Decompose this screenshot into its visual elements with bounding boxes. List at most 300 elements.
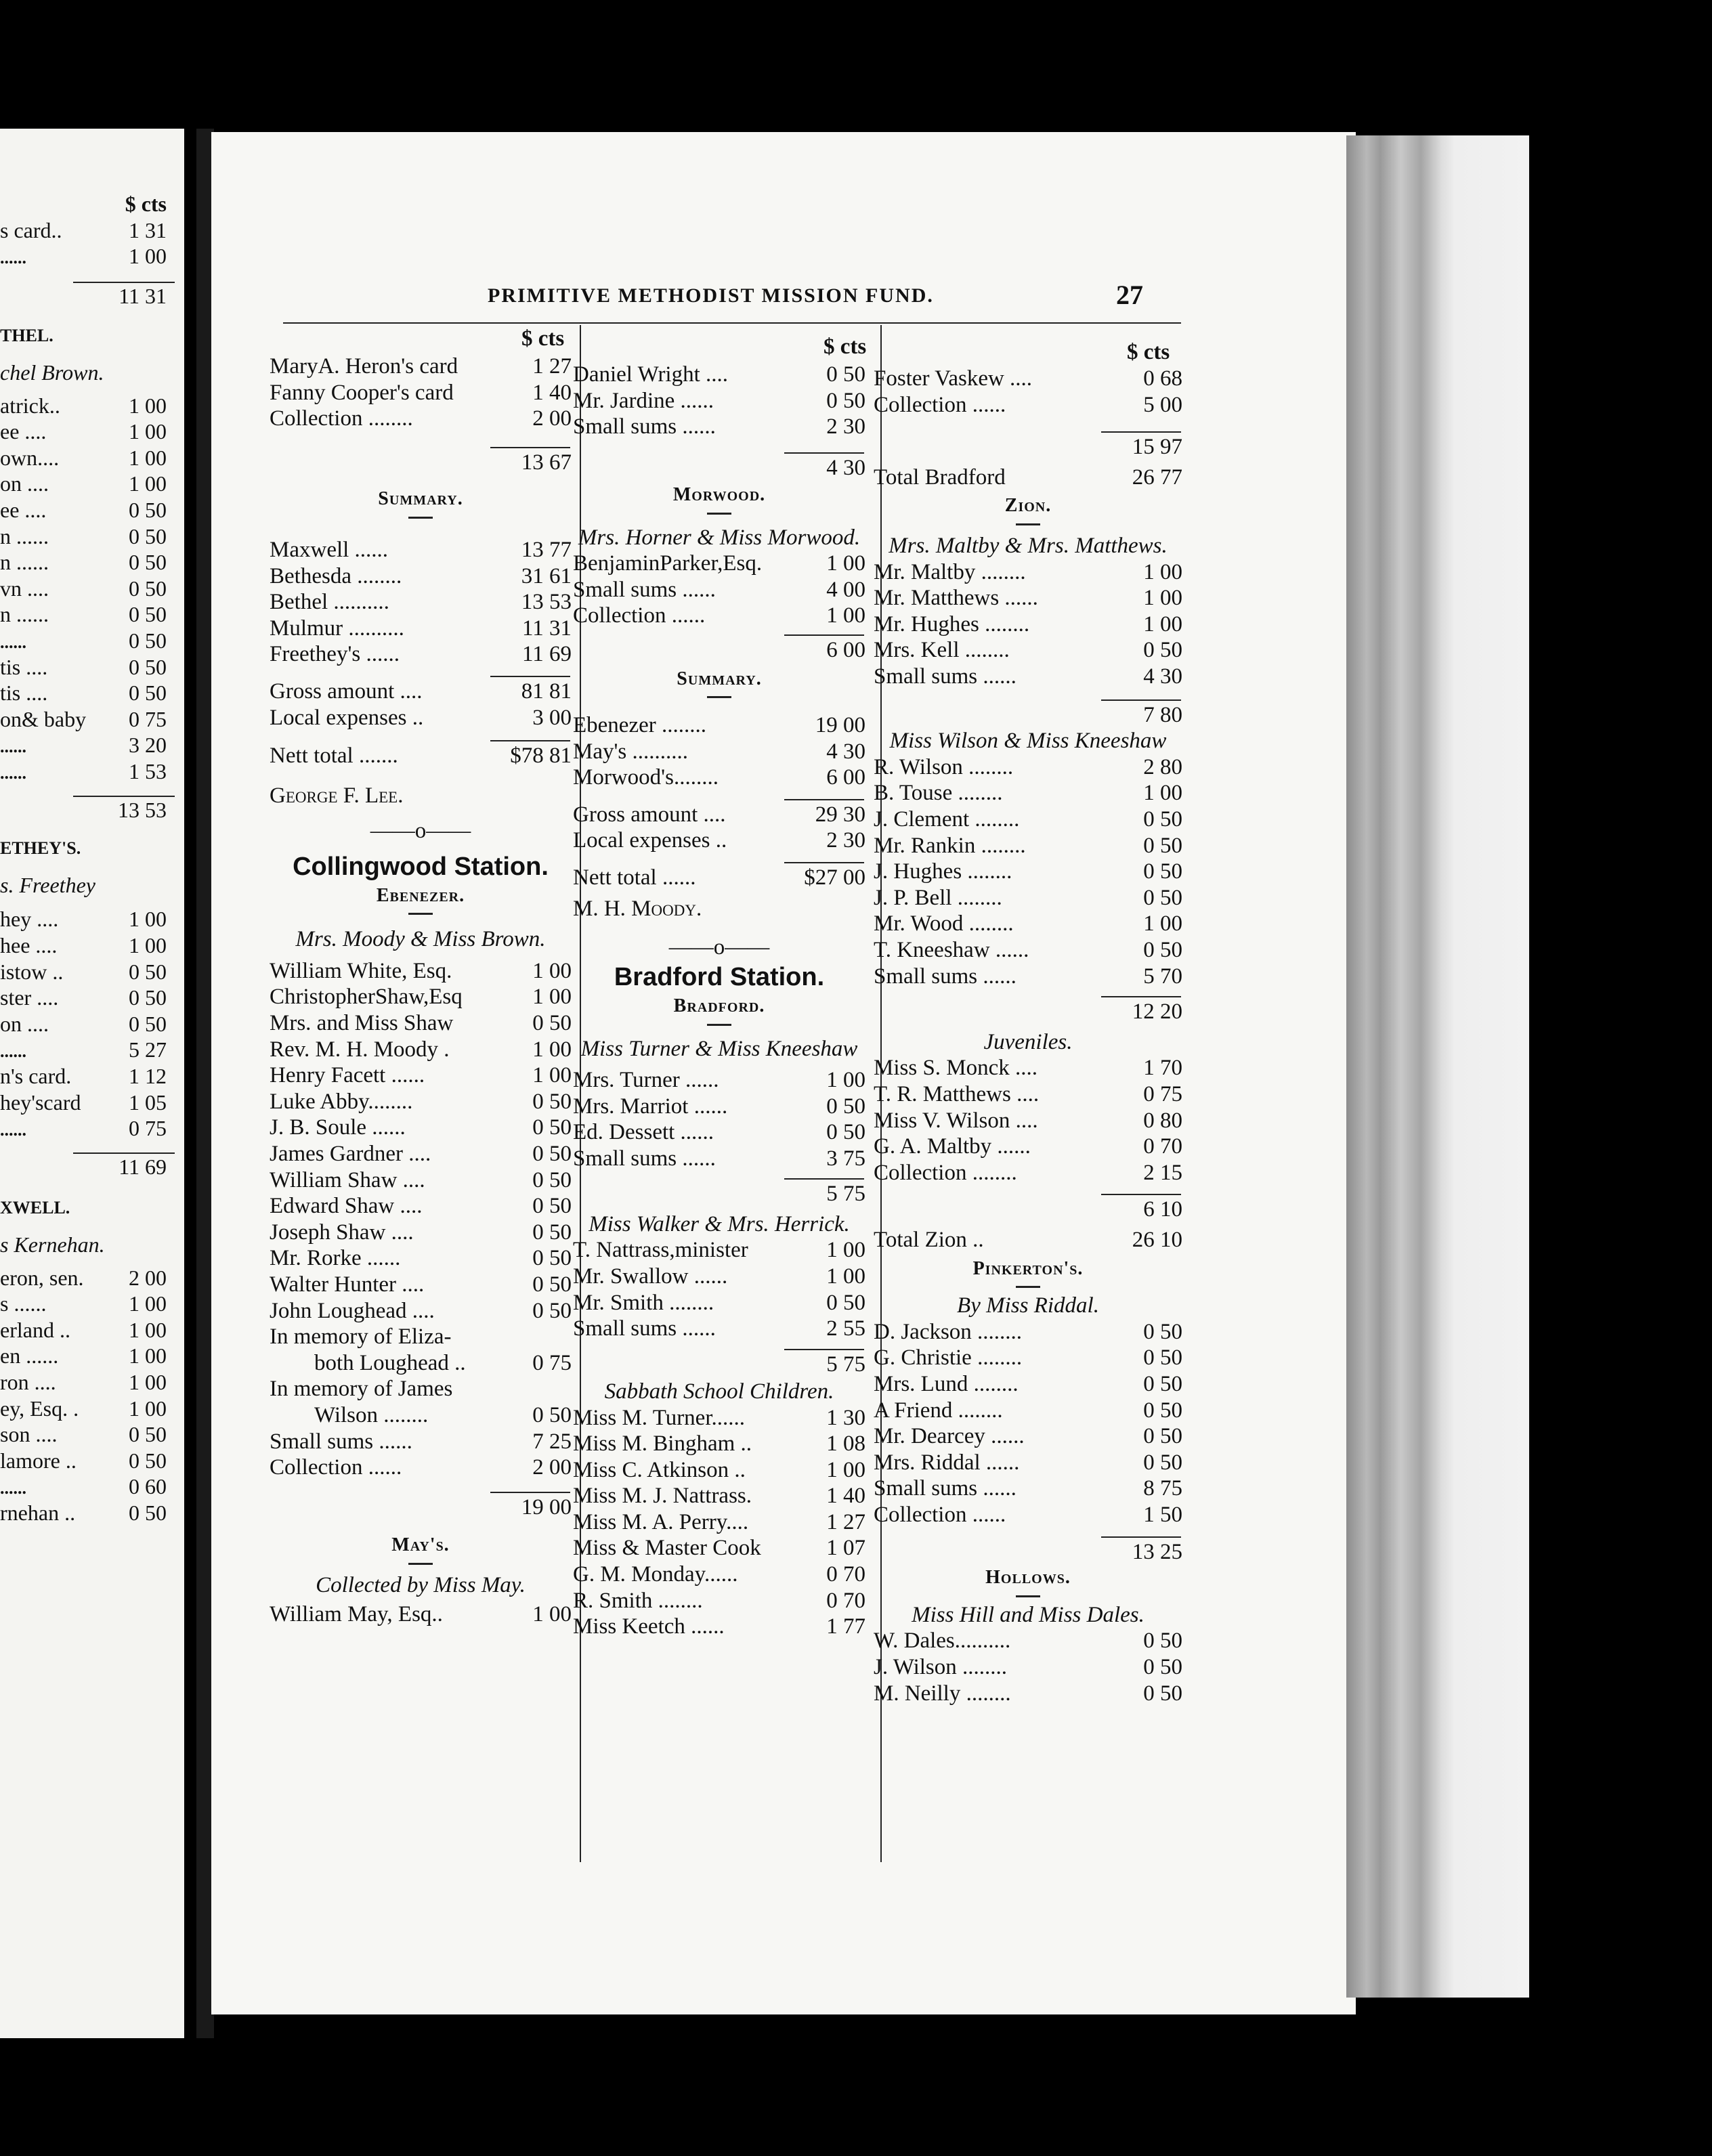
ledger-row: [270, 1601, 572, 1627]
entry-label: Small sums ......: [874, 964, 1016, 989]
entry-amount: 15 97: [1132, 435, 1182, 460]
entry-amount: 0 50: [532, 1115, 572, 1140]
entry-label: B. Touse ........: [874, 781, 1003, 806]
entry-amount: 31 61: [521, 563, 572, 588]
entry-heading: [874, 1256, 1182, 1282]
entry-amount: 1 00: [826, 1264, 865, 1289]
entry-amount: 1 70: [1143, 1056, 1182, 1081]
heading-dash: [707, 696, 731, 698]
entry-label: J. B. Soule ......: [270, 1115, 406, 1140]
entry-label: Daniel Wright ....: [573, 362, 729, 387]
entry-label: Total Zion ..: [874, 1228, 984, 1252]
ledger-row: [874, 637, 1182, 663]
entry-label: Maxwell ......: [270, 538, 389, 562]
entry-label: Miss S. Monck ....: [874, 1056, 1038, 1081]
left-ledger-row: [0, 393, 177, 418]
entry-heading: [573, 482, 865, 508]
heading-dash: [707, 1024, 731, 1026]
page-edges: [1346, 135, 1529, 1998]
left-entry-amount: 1 00: [129, 419, 167, 444]
entry-label: Miss M. Bingham ..: [573, 1431, 752, 1457]
page-number: 27: [1116, 280, 1143, 310]
ledger-row: [573, 1237, 865, 1263]
ledger-row: [874, 1081, 1182, 1107]
left-ledger-row: [0, 1448, 177, 1473]
entry-amount: 19 00: [815, 713, 865, 738]
left-entry-amount: 0 50: [129, 1448, 167, 1473]
ledger-row: [270, 958, 572, 984]
sum-rule: [1101, 431, 1181, 433]
ledger-row: [573, 1181, 865, 1207]
entry-label: Morwood.: [672, 484, 766, 506]
entry-amount: 0 50: [532, 1194, 572, 1219]
entry-amount: 0 68: [1143, 366, 1182, 391]
ledger-row: [874, 1450, 1182, 1475]
entry-amount: 1 00: [1143, 911, 1182, 936]
left-entry-amount: 1 00: [129, 393, 167, 418]
entry-amount: 1 00: [532, 1063, 572, 1088]
ledger-row: [573, 1405, 865, 1431]
entry-amount: 1 00: [1143, 611, 1182, 637]
entry-amount: 0 50: [1143, 1629, 1182, 1654]
entry-amount: 0 50: [1143, 833, 1182, 858]
left-entry-amount: 1 31: [129, 217, 167, 242]
entry-amount: 0 50: [1143, 807, 1182, 832]
left-entry-label: on ....: [0, 1011, 49, 1036]
ledger-row: [874, 1423, 1182, 1449]
ledger-row: [573, 802, 865, 827]
sum-rule: [784, 452, 864, 454]
entry-amount: 2 15: [1143, 1160, 1182, 1185]
ledger-row: [270, 1010, 572, 1036]
entry-amount: 8 75: [1143, 1476, 1182, 1501]
ledger-row: [874, 1227, 1182, 1253]
entry-italic: [573, 525, 865, 551]
entry-label: ——o——: [370, 819, 471, 844]
left-ledger-row: [0, 445, 177, 471]
ledger-row: [573, 637, 865, 663]
entry-amount: 0 50: [1143, 638, 1182, 663]
ledger-row: [270, 616, 572, 641]
entry-amount: 1 00: [826, 551, 865, 576]
entry-label: Miss Hill and Miss Dales.: [912, 1602, 1144, 1627]
left-entry-amount: 0 75: [129, 1116, 167, 1141]
left-entry-label: ron ....: [0, 1370, 56, 1394]
entry-label: Nett total ......: [573, 865, 696, 890]
left-ledger-row: [0, 1500, 177, 1526]
ledger-row: [573, 764, 865, 790]
entry-amount: 1 00: [532, 1037, 572, 1062]
entry-amount: 0 50: [826, 388, 865, 413]
ledger-row: [874, 1345, 1182, 1371]
ledger-row: [874, 1475, 1182, 1501]
left-ledger-row: [0, 418, 177, 444]
sum-rule: [490, 676, 570, 677]
entry-amount: 6 00: [826, 637, 865, 662]
entry-amount: 2 30: [826, 414, 865, 439]
entry-label: Collected by Miss May.: [316, 1573, 526, 1597]
entry-label: J. Wilson ........: [874, 1655, 1008, 1679]
left-entry-label: s. Freethey: [0, 872, 95, 897]
entry-label: Local expenses ..: [573, 828, 727, 853]
heading-dash: [408, 1563, 433, 1565]
ledger-row: [874, 1160, 1182, 1186]
entry-label: Wilson ........: [270, 1403, 429, 1427]
left-entry-label: rnehan ..: [0, 1501, 76, 1525]
left-entry-label: son ....: [0, 1422, 58, 1447]
entry-amount: 0 50: [826, 1094, 865, 1119]
left-entry-amount: 11 69: [119, 1154, 167, 1179]
left-ledger-row: [0, 1473, 177, 1501]
entry-label: Mr. Smith ........: [573, 1290, 714, 1315]
entry-amount: 0 50: [1143, 1319, 1182, 1344]
entry-amount: 2 00: [532, 406, 572, 431]
left-ledger-row: [0, 471, 177, 496]
entry-amount: 0 75: [532, 1350, 572, 1375]
ledger-row: [874, 754, 1182, 780]
entry-label: Mr. Hughes ........: [874, 611, 1030, 637]
ledger-row: [573, 577, 865, 603]
entry-label: Miss M. Turner......: [573, 1405, 745, 1430]
entry-amount: 0 70: [826, 1562, 865, 1587]
entry-heading: [270, 883, 572, 909]
left-entry-label: ee ....: [0, 498, 47, 522]
ledger-row: [270, 984, 572, 1010]
entry-amount: 0 50: [826, 362, 865, 387]
left-entry-amount: 0 50: [129, 498, 167, 522]
sum-rule: [784, 799, 864, 800]
entry-label: T. Kneeshaw ......: [874, 938, 1029, 962]
entry-label: Mr. Rorke ......: [270, 1246, 401, 1271]
entry-label: Henry Facett ......: [270, 1063, 425, 1088]
entry-label: May's.: [391, 1534, 450, 1556]
entry-sign: [573, 896, 865, 922]
ledger-row: [573, 1094, 865, 1119]
entry-label: Freethey's ......: [270, 642, 400, 667]
left-entry-amount: 1 00: [129, 933, 167, 957]
entry-amount: 0 50: [1143, 1450, 1182, 1475]
entry-label: Bradford.: [673, 995, 765, 1016]
ledger-row: [573, 865, 865, 890]
entry-amount: 6 00: [826, 765, 865, 790]
ledger-row: [874, 937, 1182, 963]
left-ledger-row: [0, 1265, 177, 1291]
ledger-row: [874, 1319, 1182, 1345]
ledger-row: [874, 964, 1182, 989]
entry-label: Small sums ......: [573, 1146, 716, 1171]
entry-amount: 0 50: [1143, 1655, 1182, 1679]
left-ledger-row: [0, 360, 177, 385]
entry-label: MaryA. Heron's card: [270, 354, 458, 379]
ledger-row: [270, 1298, 572, 1324]
left-entry-amount: 0 50: [129, 628, 167, 653]
entry-amount: 1 00: [532, 1601, 572, 1626]
entry-italic: [874, 1602, 1182, 1628]
entry-label: Morwood's........: [573, 765, 719, 790]
left-entry-label: ......: [0, 632, 26, 652]
entry-amount: 2 00: [532, 1455, 572, 1480]
left-entry-label: atrick..: [0, 393, 60, 418]
left-entry-label: ETHEY'S.: [0, 838, 81, 859]
ledger-row: [573, 1146, 865, 1171]
left-ledger-row: [0, 1193, 177, 1221]
entry-amount: 5 75: [826, 1352, 865, 1377]
ledger-row: [270, 1350, 572, 1376]
entry-italic-center: [874, 1293, 1182, 1318]
entry-label: Summary.: [378, 488, 463, 510]
heading-dash: [1016, 1595, 1040, 1597]
ledger-row: [573, 1457, 865, 1483]
left-ledger-row: [0, 1317, 177, 1343]
entry-label: Mrs. Horner & Miss Morwood.: [578, 525, 861, 550]
ledger-row: [270, 537, 572, 563]
entry-amount: 6 10: [1143, 1197, 1182, 1222]
entry-label: J. Hughes ........: [874, 859, 1012, 884]
entry-center: [573, 934, 865, 960]
left-ledger-row: [0, 1063, 177, 1089]
ledger-row: [573, 414, 865, 439]
entry-italic-center: [874, 1029, 1182, 1055]
left-ledger-row: [0, 1232, 177, 1257]
sum-rule: [784, 1349, 864, 1350]
left-entry-label: ......: [0, 1041, 26, 1062]
entry-label: Zion.: [1004, 495, 1052, 517]
entry-label: Small sums ......: [874, 1476, 1016, 1501]
ledger-row: [270, 1245, 572, 1271]
ledger-row: [874, 434, 1182, 460]
ledger-row: [270, 678, 572, 704]
entry-amount: 1 40: [826, 1484, 865, 1509]
entry-amount: $78 81: [510, 743, 572, 769]
entry-amount: 1 30: [826, 1405, 865, 1430]
left-entry-label: eron, sen.: [0, 1265, 84, 1290]
left-entry-amount: 0 50: [129, 1011, 167, 1036]
left-entry-label: ee ....: [0, 419, 47, 444]
entry-label: J. P. Bell ........: [874, 885, 1002, 910]
left-entry-amount: 1 00: [129, 1343, 167, 1368]
entry-amount: 1 00: [532, 958, 572, 983]
left-entry-amount: 13 53: [118, 797, 167, 822]
entry-label: Collection ........: [874, 1160, 1017, 1185]
ledger-row: [874, 1654, 1182, 1680]
entry-amount: 26 77: [1132, 465, 1182, 490]
left-entry-label: lamore ..: [0, 1448, 77, 1473]
entry-amount: 1 00: [1143, 781, 1182, 806]
ledger-row: [573, 1509, 865, 1535]
left-entry-label: n ......: [0, 550, 49, 575]
left-ledger-row: [0, 523, 177, 549]
left-ledger-row: [0, 758, 177, 786]
left-entry-amount: 0 50: [129, 602, 167, 627]
left-entry-amount: 1 00: [129, 1370, 167, 1394]
ledger-row: [270, 1193, 572, 1219]
left-ledger-row: [0, 834, 177, 861]
ledger-row: [270, 380, 572, 406]
sum-rule: [1101, 1194, 1181, 1195]
left-ledger-row: [0, 217, 177, 243]
entry-label: William Shaw ....: [270, 1167, 425, 1192]
entry-amount: 0 50: [532, 1011, 572, 1035]
entry-amount: 0 75: [1143, 1082, 1182, 1106]
entry-italic: [874, 728, 1182, 754]
entry-label: Bradford Station.: [614, 963, 825, 992]
left-ledger-row: [0, 1396, 177, 1421]
left-ledger-row: [0, 1011, 177, 1037]
entry-station: [573, 964, 865, 990]
sum-rule: [784, 862, 864, 863]
entry-amount: 7 80: [1143, 702, 1182, 727]
ledger-row: [874, 1371, 1182, 1397]
entry-label: Gross amount ....: [573, 802, 726, 827]
entry-label: Mrs. Moody & Miss Brown.: [295, 927, 546, 952]
left-entry-label: on ....: [0, 471, 49, 496]
entry-label: T. R. Matthews ....: [874, 1082, 1040, 1106]
entry-amount: 1 77: [826, 1614, 865, 1639]
entry-amount: 0 50: [532, 1142, 572, 1166]
entry-label: Mrs. Riddal ......: [874, 1450, 1020, 1475]
ledger-row: [874, 585, 1182, 611]
entry-label: Miss M. A. Perry....: [573, 1509, 749, 1534]
entry-amount: 11 31: [521, 616, 572, 641]
entry-center: [270, 818, 572, 844]
entry-label: BenjaminParker,Esq.: [573, 551, 763, 576]
ledger-row: [270, 641, 572, 667]
entry-label: Miss Turner & Miss Kneeshaw: [580, 1036, 858, 1061]
entry-heading: [573, 666, 865, 692]
entry-amount: 0 50: [1143, 1372, 1182, 1396]
header-rule: [283, 322, 1181, 324]
entry-amount: 0 50: [532, 1272, 572, 1297]
entry-label: Collection ......: [270, 1455, 402, 1480]
entry-label: Miss Walker & Mrs. Herrick.: [588, 1211, 850, 1236]
entry-amount: 1 00: [826, 1238, 865, 1263]
entry-amount: 0 70: [826, 1588, 865, 1613]
entry-label: both Loughead ..: [270, 1350, 466, 1375]
left-entry-label: ......: [0, 763, 26, 783]
left-entry-label: ster ....: [0, 985, 59, 1010]
entry-amount: 1 00: [826, 1457, 865, 1482]
left-entry-label: ey, Esq. .: [0, 1396, 79, 1421]
left-entry-label: n's card.: [0, 1064, 72, 1088]
ledger-row: [874, 806, 1182, 832]
left-ledger-row: [0, 628, 177, 655]
entry-amount: 13 53: [521, 590, 572, 615]
left-entry-amount: 0 50: [129, 550, 167, 575]
entry-label: Mrs. Kell ........: [874, 638, 1010, 663]
ledger-row: [270, 353, 572, 379]
left-entry-label: on& baby: [0, 706, 87, 731]
entry-amount: 0 50: [532, 1246, 572, 1271]
ledger-row: [270, 450, 572, 475]
entry-heading: [270, 1532, 572, 1558]
ledger-row: [874, 885, 1182, 911]
entry-label: Small sums ......: [573, 1316, 716, 1341]
entry-label: Collection ......: [573, 603, 706, 628]
ledger-row: [874, 664, 1182, 689]
left-entry-amount: 1 00: [129, 1317, 167, 1342]
entry-amount: 4 30: [826, 455, 865, 480]
entry-amount: 0 50: [1143, 938, 1182, 962]
entry-label: Hollows.: [985, 1567, 1071, 1589]
entry-amount: 7 25: [532, 1429, 572, 1454]
left-ledger-row: [0, 872, 177, 898]
entry-amount: 0 50: [1143, 859, 1182, 884]
entry-label: Bethel ..........: [270, 590, 389, 615]
entry-label: R. Wilson ........: [874, 754, 1014, 779]
ledger-row: [573, 1535, 865, 1561]
left-entry-amount: 1 12: [129, 1064, 167, 1088]
ledger-row: [874, 780, 1182, 806]
entry-amount: 3 75: [826, 1146, 865, 1171]
heading-dash: [408, 517, 433, 519]
entry-label: R. Smith ........: [573, 1588, 703, 1613]
left-entry-label: XWELL.: [0, 1198, 70, 1218]
entry-label: Mrs. and Miss Shaw: [270, 1011, 454, 1035]
entry-amount: 2 30: [826, 828, 865, 853]
left-ledger-row: [0, 321, 177, 349]
sum-rule: [1101, 699, 1181, 701]
ledger-row: [270, 1272, 572, 1297]
entry-amount: 0 50: [1143, 1681, 1182, 1706]
ledger-row: [270, 1220, 572, 1245]
left-ledger-row: [0, 1291, 177, 1316]
entry-amount: 0 50: [532, 1403, 572, 1427]
entry-label: Collingwood Station.: [293, 853, 549, 881]
entry-amount: 2 80: [1143, 754, 1182, 779]
left-ledger-row: [0, 576, 177, 601]
entry-label: Mrs. Marriot ......: [573, 1094, 728, 1119]
left-entry-amount: 1 00: [129, 471, 167, 496]
left-ledger-row: [0, 1037, 177, 1064]
ledger-row: [573, 362, 865, 387]
entry-italic: [573, 1379, 865, 1404]
ledger-row: [573, 1290, 865, 1316]
ledger-row: [874, 1681, 1182, 1706]
entry-amount: 3 00: [532, 705, 572, 730]
sum-rule: [784, 634, 864, 636]
entry-label: Collection ......: [874, 1503, 1006, 1527]
entry-label: Local expenses ..: [270, 705, 424, 730]
entry-label: Mr. Jardine ......: [573, 388, 714, 413]
left-ledger-row: [0, 1421, 177, 1447]
entry-amount: 29 30: [815, 802, 865, 827]
ledger-row: [874, 465, 1182, 490]
entry-amount: 1 00: [532, 985, 572, 1010]
sum-rule: [784, 1178, 864, 1180]
left-ledger-row: [0, 906, 177, 932]
entry-label: Miss Keetch ......: [573, 1614, 725, 1639]
entry-label: M. Neilly ........: [874, 1681, 1011, 1706]
left-ledger-row: [0, 985, 177, 1010]
entry-label: May's ..........: [573, 739, 689, 764]
ledger-row: [573, 1561, 865, 1587]
left-entry-amount: $ cts: [125, 192, 167, 216]
entry-label: Mrs. Maltby & Mrs. Matthews.: [889, 534, 1168, 558]
entry-label: ChristopherShaw,Esq: [270, 985, 463, 1010]
entry-label: In memory of James: [270, 1377, 453, 1402]
entry-label: In memory of Eliza-: [270, 1324, 452, 1350]
entry-label: Pinkerton's.: [972, 1257, 1084, 1279]
entry-label: Walter Hunter ....: [270, 1272, 425, 1297]
left-entry-label: THEL.: [0, 326, 53, 346]
entry-label: T. Nattrass,minister: [573, 1238, 748, 1263]
left-entry-label: ......: [0, 1478, 26, 1499]
ledger-row: [874, 702, 1182, 728]
left-entry-label: tis ....: [0, 681, 48, 706]
entry-label: Miss M. J. Nattrass.: [573, 1484, 752, 1509]
entry-label: Small sums ......: [573, 414, 716, 439]
entry-italic: [270, 926, 572, 952]
